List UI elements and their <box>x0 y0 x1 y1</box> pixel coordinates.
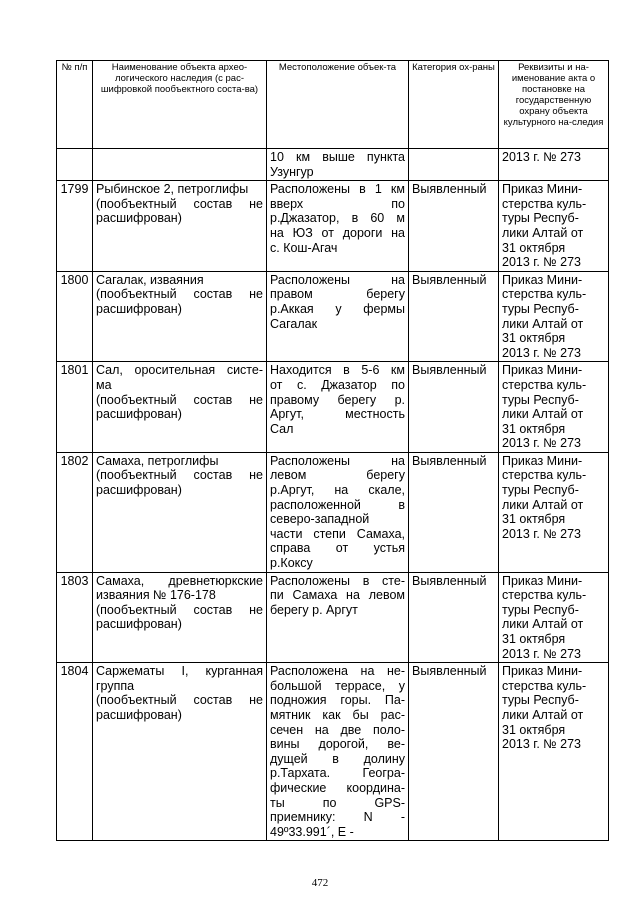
name-line: Сагалак, изваяния <box>96 272 204 287</box>
cell-object-name <box>93 362 267 453</box>
location-line: большой террасе, у <box>270 678 405 693</box>
cell-number: 1800 <box>57 271 93 362</box>
location-line: мятник как бы рас- <box>270 707 405 722</box>
location-line: правом берегу <box>270 287 405 302</box>
cell-category: Выявленный <box>409 181 499 272</box>
cell-category <box>409 149 499 181</box>
location-line: приемнику: N - <box>270 810 405 825</box>
location-line: дущей в долину <box>270 751 405 766</box>
act-line: туры Респуб- <box>502 301 579 316</box>
location-line: от с. Джазатор по <box>270 377 405 392</box>
act-line: туры Респуб- <box>502 693 579 708</box>
act-line: Приказ Мини- <box>502 363 583 378</box>
table-row <box>57 362 609 453</box>
cell-object-name <box>93 452 267 572</box>
location-line: ты по GPS- <box>270 795 405 810</box>
page-number: 472 <box>311 877 329 889</box>
name-line: Самаха, древнетюркские <box>96 573 263 588</box>
location-line: Аргут, местность <box>270 407 405 422</box>
cell-category: Выявленный <box>409 452 499 572</box>
act-line: лики Алтай от <box>502 617 584 632</box>
act-line: Приказ Мини- <box>502 272 583 287</box>
location-line: Расположены в 1 км <box>270 182 405 197</box>
location-line: расположенной в <box>270 497 405 512</box>
name-line: расшифрован) <box>96 211 182 226</box>
cell-object-name <box>93 663 267 841</box>
name-line: группа <box>96 678 135 693</box>
cell-category: Выявленный <box>409 572 499 663</box>
header-protection-category: Категория ох-раны <box>409 61 499 149</box>
name-line: (пообъектный состав не <box>96 468 263 483</box>
location-line: 49º33.991´, E - <box>270 824 354 839</box>
act-line: Приказ Мини- <box>502 573 583 588</box>
act-line: 31 октября <box>502 722 566 737</box>
cell-location <box>267 149 409 181</box>
cell-number: 1804 <box>57 663 93 841</box>
act-line: Приказ Мини- <box>502 453 583 468</box>
act-line: лики Алтай от <box>502 497 584 512</box>
cell-location <box>267 572 409 663</box>
name-line: расшифрован) <box>96 617 182 632</box>
act-line: лики Алтай от <box>502 707 584 722</box>
table-row <box>57 271 609 362</box>
act-line: 31 октября <box>502 632 566 646</box>
header-object-name: Наименование объекта архео-логического наследия (с рас-шифровкой пообъектного соста-ва) <box>93 61 267 149</box>
header-number: № п/п <box>57 61 93 149</box>
table-row <box>57 452 609 572</box>
name-line: (пообъектный состав не <box>96 392 263 407</box>
act-line: 31 октября <box>502 240 566 255</box>
act-line: стерства куль- <box>502 287 587 302</box>
location-line: р.Коксу <box>270 556 313 571</box>
location-line: Узунгур <box>270 164 314 179</box>
cell-act <box>499 271 609 362</box>
location-line: Расположены в сте- <box>270 573 405 588</box>
cell-location <box>267 271 409 362</box>
name-line: (пообъектный состав не <box>96 287 263 302</box>
cell-number: 1801 <box>57 362 93 453</box>
name-line: (пообъектный состав не <box>96 602 263 617</box>
heritage-registry-table <box>56 60 609 841</box>
name-line: изваяния № 176-178 <box>96 588 216 603</box>
act-line: 31 октября <box>502 421 566 436</box>
act-line: 2013 г. № 273 <box>502 150 581 164</box>
cell-act <box>499 663 609 841</box>
location-line: северо-западной <box>270 512 370 527</box>
name-line: расшифрован) <box>96 483 182 498</box>
location-line: р.Джазатор, в 60 м <box>270 211 405 226</box>
table-header-row <box>57 61 609 149</box>
cell-location <box>267 663 409 841</box>
location-line: Расположены на <box>270 272 405 287</box>
location-line: берегу р. Аргут <box>270 602 358 617</box>
location-line: части степи Самаха, <box>270 526 405 541</box>
act-line: 2013 г. № 273 <box>502 737 581 752</box>
cell-location <box>267 452 409 572</box>
location-line: Расположены на <box>270 453 405 468</box>
act-line: 31 октября <box>502 512 566 527</box>
act-line: стерства куль- <box>502 196 587 211</box>
cell-act <box>499 362 609 453</box>
location-line: сечен на две поло- <box>270 722 405 737</box>
cell-category: Выявленный <box>409 362 499 453</box>
name-line: Рыбинское 2, петроглифы <box>96 182 249 197</box>
act-line: туры Респуб- <box>502 211 579 226</box>
act-line: стерства куль- <box>502 468 587 483</box>
table-row-continuation <box>57 149 609 181</box>
name-line: Сал, оросительная систе- <box>96 363 263 378</box>
table-row <box>57 663 609 841</box>
act-line: Приказ Мини- <box>502 664 583 679</box>
act-line: стерства куль- <box>502 588 587 603</box>
act-line: 2013 г. № 273 <box>502 255 581 270</box>
act-line: 2013 г. № 273 <box>502 345 581 360</box>
cell-object-name <box>93 572 267 663</box>
location-line: подножия горы. Па- <box>270 693 405 708</box>
location-line: на ЮЗ от дороги на <box>270 225 405 240</box>
name-line: расшифрован) <box>96 707 182 722</box>
location-line: р.Аккая у фермы <box>270 301 405 316</box>
cell-act <box>499 181 609 272</box>
cell-location <box>267 362 409 453</box>
cell-number: 1803 <box>57 572 93 663</box>
act-line: 31 октября <box>502 331 566 346</box>
location-line: вины дорогой, ве- <box>270 737 405 752</box>
act-line: 2013 г. № 273 <box>502 646 581 661</box>
act-line: лики Алтай от <box>502 225 584 240</box>
act-line: 2013 г. № 273 <box>502 526 581 541</box>
location-line: фические координа- <box>270 780 405 795</box>
cell-act <box>499 149 609 181</box>
location-line: 10 км выше пункта <box>270 150 405 164</box>
cell-object-name <box>93 271 267 362</box>
name-line: Саржематы I, курганная <box>96 664 263 679</box>
location-line: Расположена на не- <box>270 664 405 679</box>
location-line: р.Тархата. Геогра- <box>270 766 405 781</box>
location-line: р.Аргут, на скале, <box>270 483 405 498</box>
name-line: (пообъектный состав не <box>96 693 263 708</box>
cell-category: Выявленный <box>409 271 499 362</box>
cell-act <box>499 572 609 663</box>
name-line: расшифрован) <box>96 407 182 422</box>
name-line: Самаха, петроглифы <box>96 453 219 468</box>
cell-category: Выявленный <box>409 663 499 841</box>
header-location: Местоположение объек-та <box>267 61 409 149</box>
location-line: правому берегу р. <box>270 392 405 407</box>
name-line: (пообъектный состав не <box>96 196 263 211</box>
act-line: 2013 г. № 273 <box>502 436 581 451</box>
act-line: Приказ Мини- <box>502 182 583 197</box>
cell-object-name <box>93 181 267 272</box>
location-line: вверх по <box>270 196 405 211</box>
location-line: Сал <box>270 421 294 436</box>
header-protection-act: Реквизиты и на-именование акта о постановке на государственную охрану объекта культурного на-следия <box>499 61 609 149</box>
cell-object-name <box>93 149 267 181</box>
cell-number <box>57 149 93 181</box>
location-line: Сагалак <box>270 316 318 331</box>
act-line: туры Респуб- <box>502 483 579 498</box>
table-row <box>57 181 609 272</box>
act-line: туры Респуб- <box>502 602 579 617</box>
table-row <box>57 572 609 663</box>
location-line: справа от устья <box>270 541 405 556</box>
act-line: лики Алтай от <box>502 407 584 422</box>
act-line: туры Респуб- <box>502 392 579 407</box>
name-line: расшифрован) <box>96 301 182 316</box>
cell-number: 1799 <box>57 181 93 272</box>
table-body <box>57 149 609 841</box>
cell-location <box>267 181 409 272</box>
cell-number: 1802 <box>57 452 93 572</box>
act-line: стерства куль- <box>502 678 587 693</box>
location-line: левом берегу <box>270 468 405 483</box>
location-line: Находится в 5-6 км <box>270 363 405 378</box>
name-line: ма <box>96 377 112 392</box>
cell-act <box>499 452 609 572</box>
act-line: стерства куль- <box>502 377 587 392</box>
location-line: пи Самаха на левом <box>270 588 405 603</box>
location-line: с. Кош-Агач <box>270 240 338 255</box>
act-line: лики Алтай от <box>502 316 584 331</box>
